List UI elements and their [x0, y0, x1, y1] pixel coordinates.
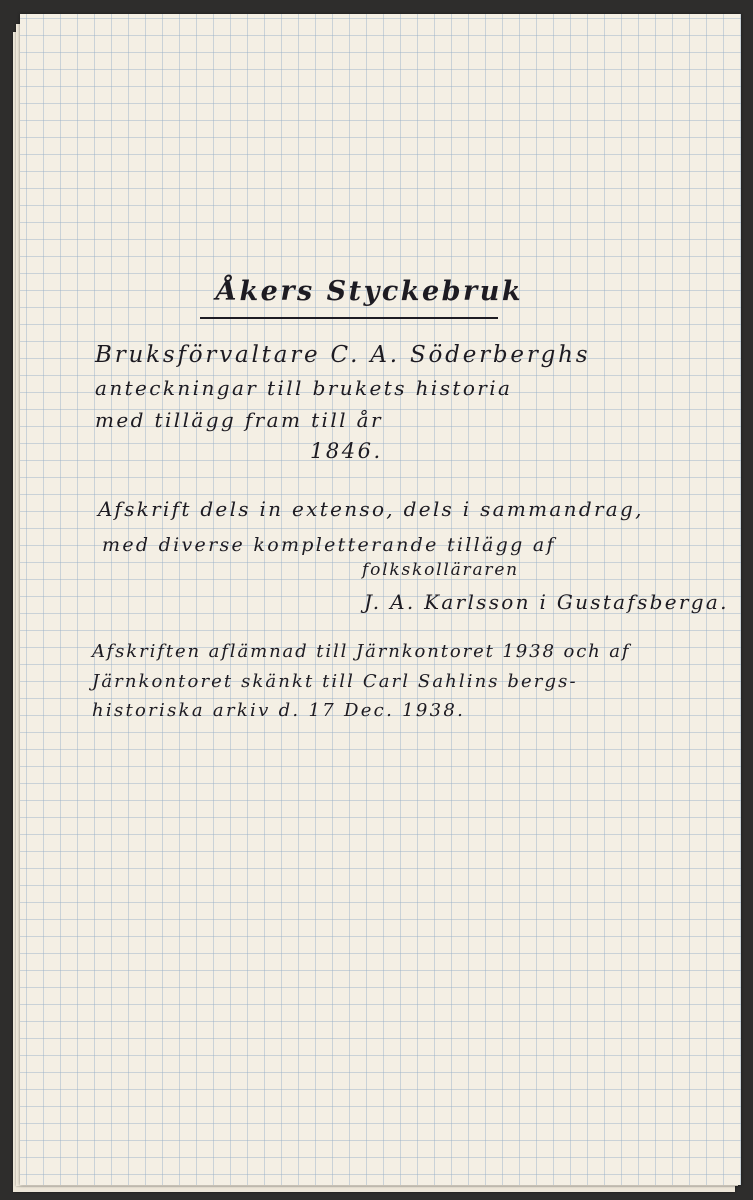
heading-line: Bruksförvaltare C. A. Söderberghs — [95, 342, 591, 368]
copy-note-line: med diverse kompletterande tillägg af — [102, 534, 556, 556]
heading-line: med tillägg fram till år — [95, 408, 383, 432]
provenance-line: historiska arkiv d. 17 Dec. 1938. — [92, 700, 466, 721]
heading-year: 1846. — [310, 439, 383, 463]
copy-note-line: Afskrift dels in extenso, dels i sammandrag, — [98, 497, 644, 521]
provenance-line: Järnkontoret skänkt till Carl Sahlins bergs- — [92, 671, 578, 692]
provenance-line: Afskriften aflämnad till Järnkontoret 1938 och af — [92, 641, 631, 662]
heading-line: anteckningar till brukets historia — [95, 376, 513, 400]
title-underline — [200, 317, 498, 319]
document-title: Åkers Styckebruk — [216, 276, 524, 307]
manuscript-page — [20, 14, 741, 1185]
copyist-name: J. A. Karlsson i Gustafsberga. — [364, 590, 729, 614]
copy-note-line: folkskolläraren — [362, 560, 519, 580]
